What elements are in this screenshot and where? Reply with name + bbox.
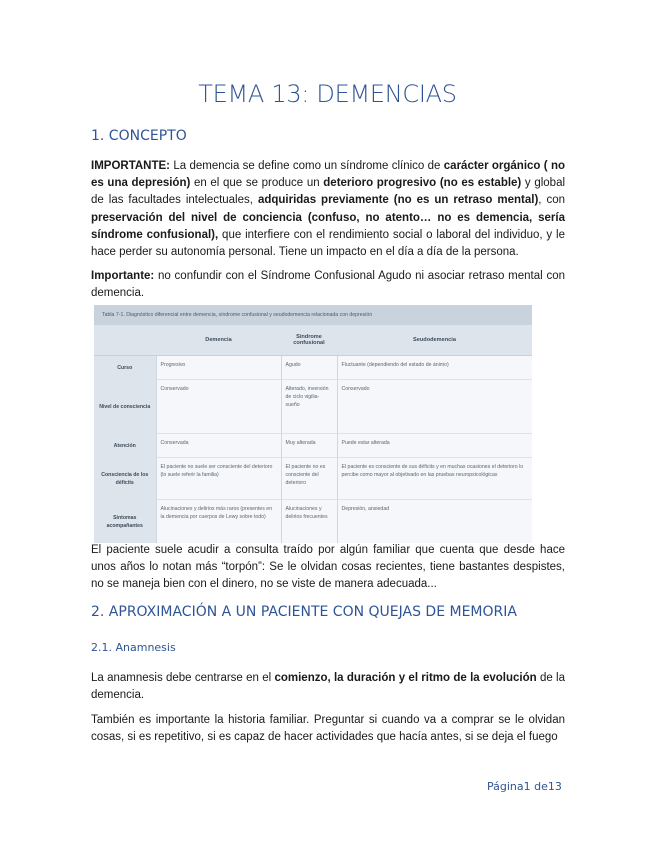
table-row-label: Nivel de consciencia (94, 380, 156, 434)
table-row (94, 434, 532, 458)
table-header-cell: Demencia (156, 325, 281, 356)
table-row (94, 380, 532, 434)
text-run: , con (538, 194, 566, 207)
family-history-paragraph: También es importante la historia familiar. Preguntar si cuando va a comprar se le olvidan cosas, si es repetitivo, si es capaz de hacer actividades que hacía antes, si se deja el fuego (91, 714, 565, 744)
table-caption: Tabla 7-1. Diagnóstico diferencial entre demencia, síndrome confusional y seudodemencia relacionada con depresión (94, 305, 532, 325)
concepto-paragraph (91, 158, 565, 261)
text-run: que interfiere con el rendimiento social o laboral del individuo, y le hace perder su autonomía personal. Tiene un impacto en el día a día de la persona. (91, 228, 565, 259)
text-run: en el que se produce un (190, 177, 324, 190)
text-run: de la demencia. (91, 672, 565, 702)
table-header-cell: Síndrome confusional (281, 325, 337, 356)
anamnesis-paragraph (91, 670, 565, 704)
document-title: TEMA 13: DEMENCIAS (198, 80, 457, 108)
table-cell: El paciente no es consciente del deterioro (281, 458, 337, 500)
table-cell: Depresión, ansiedad (337, 500, 532, 544)
text-run: no confundir con el Síndrome Confusional Agudo ni asociar retraso mental con demencia. (91, 270, 565, 300)
table-row-label: Consciencia de los déficits (94, 458, 156, 500)
differential-diagnosis-table-image (94, 305, 532, 543)
text-bold-run: adquiridas previamente (no es un retraso mental) (257, 194, 539, 207)
table-row (94, 458, 532, 500)
table-cell: Alterado, inversión de ciclo vigilia-sueño (281, 380, 337, 434)
patient-paragraph: El paciente suele acudir a consulta traído por algún familiar que cuenta que desde hace unos años lo notan más “torpón”: Se le olvidan cosas recientes, tiene bastantes despistes, no se maneja bien con el dinero, no se viste de manera adecuada... (91, 544, 565, 591)
table-header-row (94, 325, 532, 356)
table-row-label: Síntomas acompañantes (94, 500, 156, 544)
table-cell: Puede estar alterada (337, 434, 532, 458)
table-cell: El paciente es consciente de sus déficits y en muchas ocasiones el deterioro lo percibe como mayor al objetivado en las pruebas neuropsicológicas (337, 458, 532, 500)
text-run: y global de las facultades intelectuales, (91, 177, 566, 207)
differential-diagnosis-table (94, 325, 532, 543)
table-cell: El paciente no suele ser consciente del deterioro (lo suele referir la familia) (156, 458, 281, 500)
text-bold-run: deterioro progresivo (no es estable) (323, 177, 522, 190)
table-cell: Conservado (156, 380, 281, 434)
table-row (94, 500, 532, 544)
text-bold-run: comienzo, la duración y el ritmo de la evolución (274, 672, 537, 684)
text-important-label: IMPORTANTE: (91, 160, 171, 172)
text-bold-run: preservación del nivel de conciencia (confuso, no atento… no es demencia, sería síndrome confusional), (91, 211, 565, 241)
text-bold-run: carácter orgánico ( no es una depresión) (91, 160, 565, 190)
text-run: La demencia se define como un síndrome clínico de (170, 160, 444, 172)
text-run: La anamnesis debe centrarse en el (91, 672, 275, 684)
section-heading-concepto: 1. CONCEPTO (91, 128, 187, 144)
table-cell: Alucinaciones y delirios más raros (presentes en la demencia por cuerpos de Lewy sobre todo) (156, 500, 281, 544)
importante-paragraph (91, 268, 565, 302)
table-cell: Fluctuante (dependiendo del estado de ánimo) (337, 356, 532, 380)
table-cell: Conservada (156, 434, 281, 458)
table-header-cell (94, 325, 156, 356)
table-cell: Conservado (337, 380, 532, 434)
section-heading-aproximacion: 2. APROXIMACIÓN A UN PACIENTE CON QUEJAS DE MEMORIA (91, 604, 517, 620)
table-row-label: Curso (94, 356, 156, 380)
table-row (94, 356, 532, 380)
table-row-label: Atención (94, 434, 156, 458)
table-cell: Alucinaciones y delirios frecuentes (281, 500, 337, 544)
page-number: Página1 de13 (487, 780, 562, 793)
subsection-heading-anamnesis: 2.1. Anamnesis (91, 641, 176, 654)
table-cell: Agudo (281, 356, 337, 380)
table-cell: Progresivo (156, 356, 281, 380)
table-cell: Muy alterada (281, 434, 337, 458)
text-important-label: Importante: (91, 270, 155, 282)
table-header-cell: Seudodemencia (337, 325, 532, 356)
